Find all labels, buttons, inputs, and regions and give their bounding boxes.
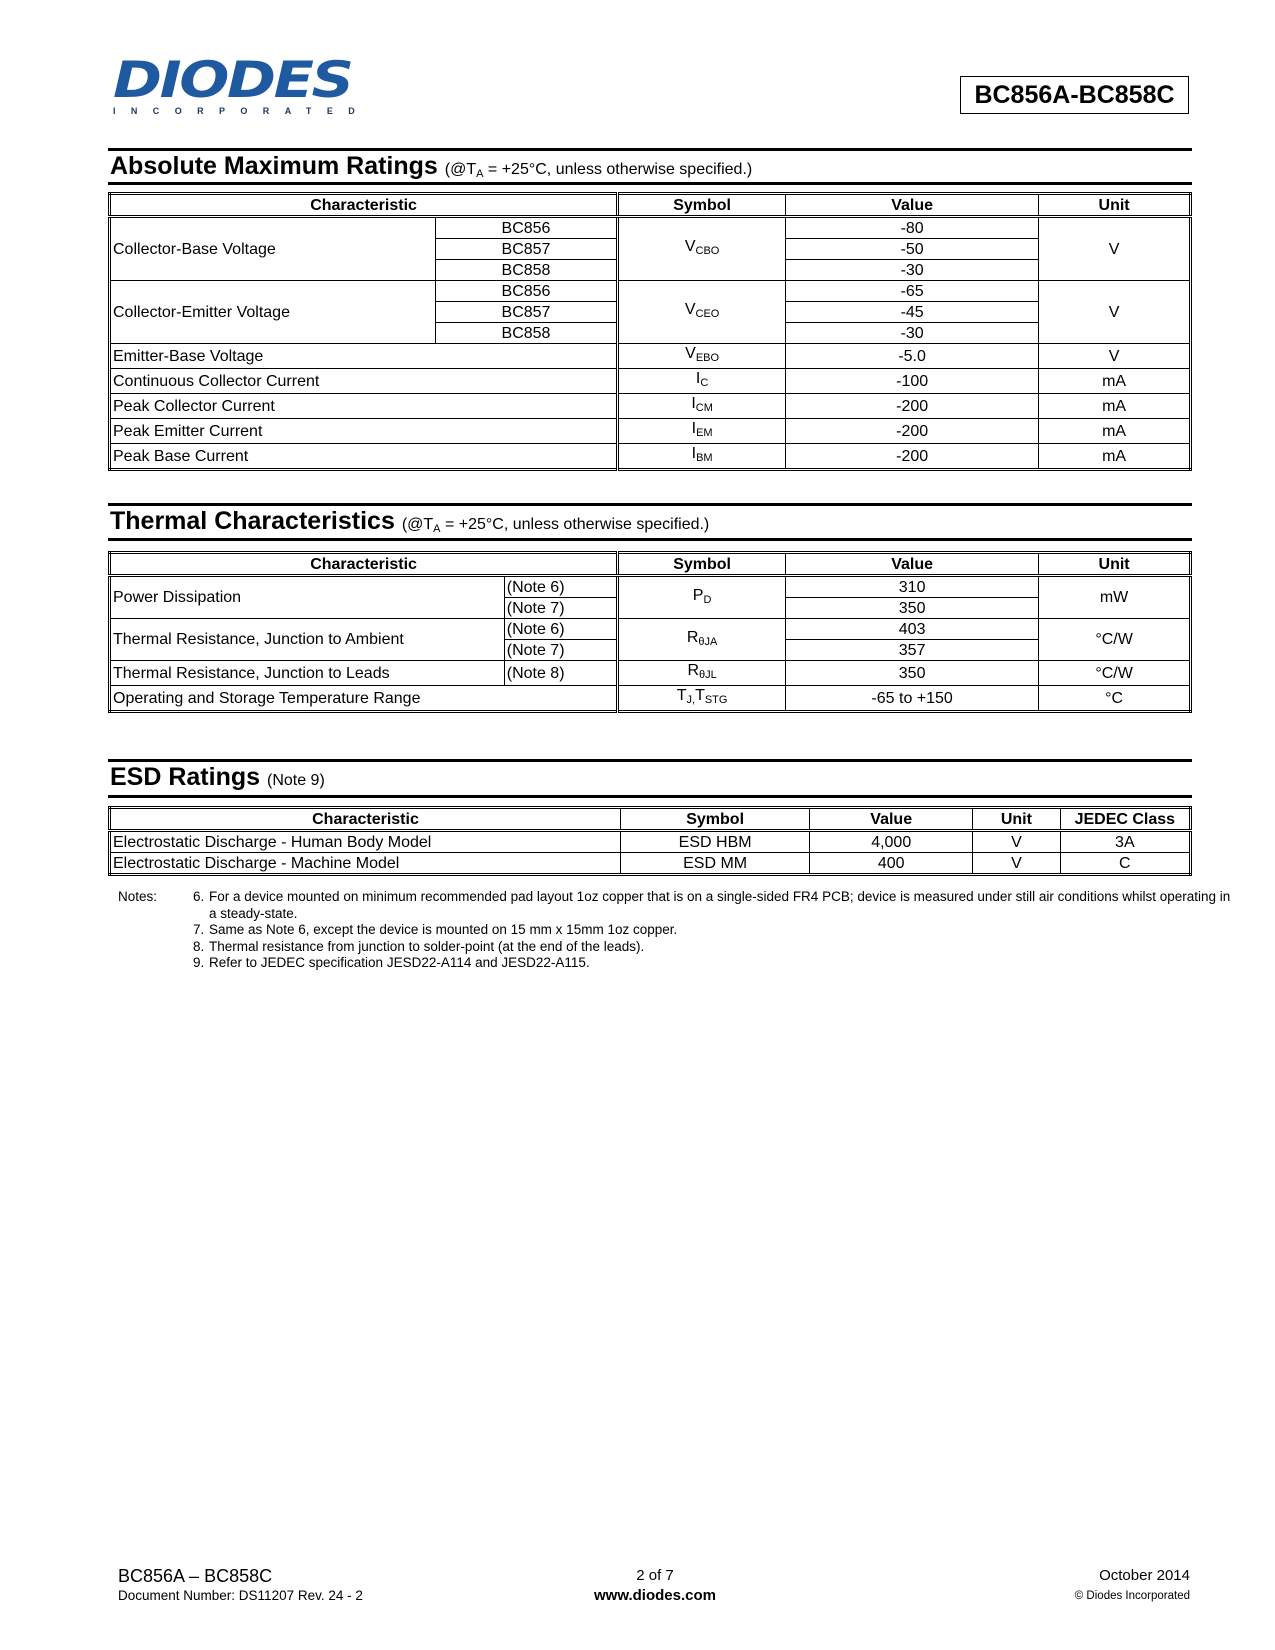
logo-wordmark: DIODES — [113, 51, 352, 109]
cell-value: -200 — [786, 419, 1039, 444]
esd-title — [110, 763, 325, 792]
cell-device: BC856 — [435, 281, 617, 302]
col-jedec-class: JEDEC Class — [1060, 808, 1190, 831]
cell-value: 403 — [786, 619, 1039, 640]
cell-value: -30 — [786, 260, 1039, 281]
cell-symbol: $I_{CM}$ — [618, 394, 786, 419]
table-row — [110, 217, 1191, 239]
cell-value: -65 — [786, 281, 1039, 302]
thermal-title-text: Thermal Characteristics — [110, 507, 395, 535]
cell-value: 350 — [786, 661, 1039, 686]
col-symbol: Symbol — [618, 194, 786, 217]
cell-unit: V — [1039, 281, 1191, 344]
footer-page: 2 of 7 — [636, 1567, 674, 1584]
section-rule-bottom — [108, 182, 1192, 185]
cell-value: -45 — [786, 302, 1039, 323]
cell-characteristic: Collector-Base Voltage — [110, 217, 436, 281]
footer-left — [118, 1566, 363, 1606]
amr-table — [108, 192, 1192, 471]
notes-label: Notes: — [118, 889, 158, 904]
col-value: Value — [810, 808, 973, 831]
footer-center — [560, 1566, 750, 1606]
section-rule-bottom — [108, 538, 1192, 541]
table-row — [110, 686, 1191, 712]
logo-subtext: INCORPORATED — [113, 106, 371, 116]
table-row — [110, 344, 1191, 369]
cell-unit: mA — [1039, 394, 1191, 419]
col-characteristic: Characteristic — [110, 553, 618, 576]
cell-characteristic: Thermal Resistance, Junction to Ambient — [110, 619, 505, 661]
cell-characteristic: Electrostatic Discharge - Human Body Model — [110, 831, 621, 853]
amr-conditions: ($@T_A = +25^\circ C$, unless otherwise specified.) — [444, 161, 753, 180]
section-rule-top — [108, 503, 1192, 506]
cell-device: BC857 — [435, 239, 617, 260]
section-rule-top — [108, 759, 1192, 762]
footer-copyright: © Diodes Incorporated — [1074, 1590, 1190, 1602]
cell-unit: mA — [1039, 369, 1191, 394]
list-item: 7. Same as Note 6, except the device is mounted on 15 mm x 15mm 1oz copper. — [193, 922, 678, 937]
list-item: 9. Refer to JEDEC specification JESD22-A114 and JESD22-A115. — [193, 955, 590, 970]
footer-doc-number: Document Number: DS11207 Rev. 24 - 2 — [118, 1588, 363, 1603]
col-unit: Unit — [1039, 194, 1191, 217]
cell-symbol: $P_D$ — [618, 576, 786, 619]
section-rule-bottom — [108, 795, 1192, 798]
cell-symbol: $R_{\theta JA}$ — [618, 619, 786, 661]
cell-symbol: $V_{CBO}$ — [618, 217, 786, 281]
cell-value: -50 — [786, 239, 1039, 260]
cell-symbol: $T_{J,}T_{STG}$ — [618, 686, 786, 712]
cell-unit: V — [973, 853, 1061, 875]
cell-note: (Note 8) — [504, 661, 617, 686]
section-rule-top — [108, 148, 1192, 151]
table-row — [110, 281, 1191, 302]
table-header-row — [110, 194, 1191, 217]
cell-note: (Note 7) — [504, 640, 617, 661]
cell-note: (Note 6) — [504, 576, 617, 598]
cell-characteristic: Electrostatic Discharge - Machine Model — [110, 853, 621, 875]
cell-unit: V — [1039, 344, 1191, 369]
cell-device: BC857 — [435, 302, 617, 323]
list-item: 8. Thermal resistance from junction to solder-point (at the end of the leads). — [193, 938, 645, 954]
col-value: Value — [786, 194, 1039, 217]
cell-value: -5.0 — [786, 344, 1039, 369]
cell-unit: mA — [1039, 444, 1191, 470]
cell-symbol: $I_{EM}$ — [618, 419, 786, 444]
cell-note: (Note 7) — [504, 598, 617, 619]
table-row — [110, 576, 1191, 598]
cell-device: BC858 — [435, 260, 617, 281]
cell-value: -30 — [786, 323, 1039, 344]
col-symbol: Symbol — [618, 553, 786, 576]
thermal-table — [108, 551, 1192, 713]
footer-website-link[interactable]: www.diodes.com — [594, 1587, 716, 1604]
col-characteristic: Characteristic — [110, 194, 618, 217]
table-row — [110, 369, 1191, 394]
col-symbol: Symbol — [620, 808, 809, 831]
table-row — [110, 394, 1191, 419]
cell-symbol: $I_C$ — [618, 369, 786, 394]
esd-conditions: (Note 9) — [266, 772, 325, 789]
cell-characteristic: Thermal Resistance, Junction to Leads — [110, 661, 505, 686]
cell-characteristic: Peak Emitter Current — [110, 419, 618, 444]
cell-symbol: $R_{\theta JL}$ — [618, 661, 786, 686]
cell-symbol: $V_{CEO}$ — [618, 281, 786, 344]
cell-symbol: ESD MM — [620, 853, 809, 875]
cell-value: -80 — [786, 217, 1039, 239]
list-item: 6. For a device mounted on minimum recommended pad layout 1oz copper that is on a single-sided FR4 PCB; device is measured under still air conditions whilst operating in a steady-state. — [193, 889, 1231, 921]
cell-value: 357 — [786, 640, 1039, 661]
table-row — [110, 661, 1191, 686]
cell-characteristic: Collector-Emitter Voltage — [110, 281, 436, 344]
thermal-title — [110, 507, 709, 536]
table-row — [110, 619, 1191, 640]
footer-right — [1000, 1566, 1190, 1606]
cell-symbol: $V_{EBO}$ — [618, 344, 786, 369]
notes-list — [193, 889, 1233, 972]
cell-value: -100 — [786, 369, 1039, 394]
table-header-row — [110, 808, 1191, 831]
cell-characteristic: Emitter-Base Voltage — [110, 344, 618, 369]
col-unit: Unit — [1039, 553, 1191, 576]
cell-jedec-class: 3A — [1060, 831, 1190, 853]
cell-jedec-class: C — [1060, 853, 1190, 875]
footer-part: BC856A – BC858C — [118, 1566, 273, 1586]
col-value: Value — [786, 553, 1039, 576]
col-characteristic: Characteristic — [110, 808, 621, 831]
cell-unit: mW — [1039, 576, 1191, 619]
cell-characteristic: Peak Collector Current — [110, 394, 618, 419]
cell-unit: °C/W — [1039, 661, 1191, 686]
table-header-row — [110, 553, 1191, 576]
cell-unit: °C — [1039, 686, 1191, 712]
col-unit: Unit — [973, 808, 1061, 831]
table-row — [110, 831, 1191, 853]
cell-value: 350 — [786, 598, 1039, 619]
table-row — [110, 853, 1191, 875]
footer-date: October 2014 — [1099, 1567, 1190, 1584]
cell-unit: °C/W — [1039, 619, 1191, 661]
esd-title-text: ESD Ratings — [110, 763, 261, 791]
cell-value: 310 — [786, 576, 1039, 598]
cell-value: -200 — [786, 444, 1039, 470]
cell-value: 4,000 — [810, 831, 973, 853]
esd-table — [108, 806, 1192, 876]
table-row — [110, 444, 1191, 470]
table-row — [110, 419, 1191, 444]
cell-value: -65 to +150 — [786, 686, 1039, 712]
cell-device: BC856 — [435, 217, 617, 239]
thermal-conditions: ($@T_A = +25^\circ C$, unless otherwise specified.) — [401, 516, 710, 535]
cell-device: BC858 — [435, 323, 617, 344]
cell-characteristic: Operating and Storage Temperature Range — [110, 686, 618, 712]
cell-characteristic: Continuous Collector Current — [110, 369, 618, 394]
cell-value: 400 — [810, 853, 973, 875]
cell-characteristic: Power Dissipation — [110, 576, 505, 619]
cell-symbol: ESD HBM — [620, 831, 809, 853]
cell-value: -200 — [786, 394, 1039, 419]
cell-unit: mA — [1039, 419, 1191, 444]
amr-title — [110, 152, 752, 181]
cell-symbol: $I_{BM}$ — [618, 444, 786, 470]
amr-title-text: Absolute Maximum Ratings — [110, 152, 438, 180]
cell-characteristic: Peak Base Current — [110, 444, 618, 470]
cell-unit: V — [1039, 217, 1191, 281]
cell-unit: V — [973, 831, 1061, 853]
cell-note: (Note 6) — [504, 619, 617, 640]
diodes-logo — [113, 51, 371, 116]
part-number-box: BC856A-BC858C — [960, 76, 1189, 114]
